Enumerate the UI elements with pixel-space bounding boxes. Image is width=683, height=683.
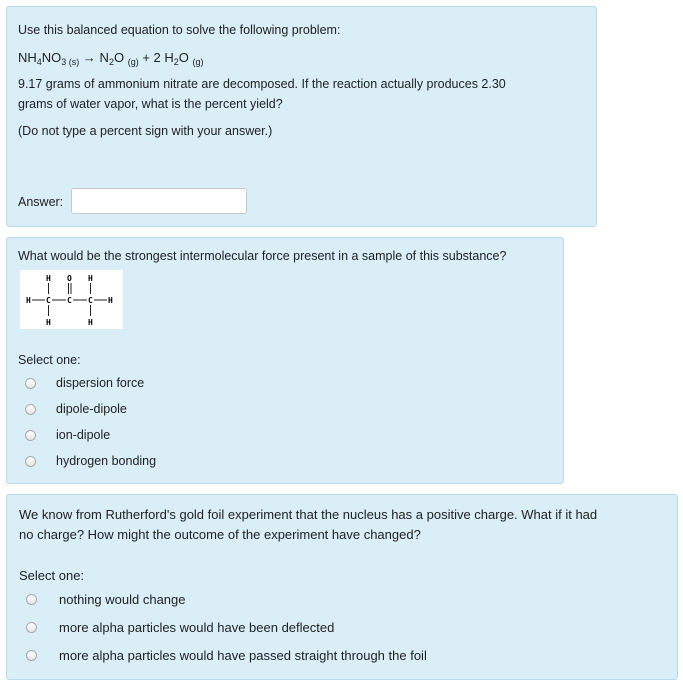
- q3-select-label: Select one:: [19, 568, 85, 583]
- option-label[interactable]: nothing would change: [59, 592, 186, 607]
- answer-label: Answer:: [18, 195, 64, 209]
- atom-label: H: [108, 296, 113, 305]
- reaction-arrow: →: [82, 50, 96, 65]
- atom-label: H: [88, 318, 93, 327]
- radio-dispersion-force[interactable]: [25, 378, 36, 389]
- atom-label: H: [26, 296, 31, 305]
- atom-label: C: [67, 296, 72, 305]
- option-label[interactable]: hydrogen bonding: [56, 454, 157, 468]
- eq-state: (g): [192, 57, 204, 67]
- radio-more-deflected[interactable]: [26, 622, 37, 633]
- eq-sub: 3 (s): [61, 57, 80, 67]
- question-2-box: [6, 237, 564, 484]
- q3-prompt-line-2: no charge? How might the outcome of the experiment have changed?: [19, 527, 421, 542]
- option-label[interactable]: more alpha particles would have been deflected: [59, 620, 335, 635]
- eq-plus-term: + 2 H: [142, 50, 174, 65]
- chemical-equation: [18, 50, 204, 67]
- eq-product-o: O: [178, 50, 189, 65]
- q1-intro: Use this balanced equation to solve the following problem:: [18, 23, 341, 37]
- atom-label: C: [88, 296, 93, 305]
- option-label[interactable]: more alpha particles would have passed straight through the foil: [59, 648, 427, 663]
- q3-prompt-line-1: We know from Rutherford's gold foil experiment that the nucleus has a positive charge. What if it had: [19, 507, 598, 522]
- q1-note: (Do not type a percent sign with your answer.): [18, 124, 273, 138]
- radio-hydrogen-bonding[interactable]: [25, 456, 36, 467]
- option-label[interactable]: ion-dipole: [56, 428, 111, 442]
- atom-label: O: [67, 274, 72, 283]
- atom-label: C: [46, 296, 51, 305]
- eq-reactant-mid: NO: [41, 50, 62, 65]
- molecule-structure-image: [20, 270, 123, 329]
- q1-problem-line-2: grams of water vapor, what is the percent yield?: [18, 97, 283, 111]
- question-1-box: [6, 6, 597, 227]
- q1-problem-line-1: 9.17 grams of ammonium nitrate are decomposed. If the reaction actually produces 2.30: [18, 77, 506, 91]
- atom-label: H: [46, 318, 51, 327]
- question-3-box: [6, 494, 678, 680]
- atom-label: H: [88, 274, 93, 283]
- radio-ion-dipole[interactable]: [25, 430, 36, 441]
- eq-sub: 2: [173, 57, 179, 67]
- eq-state: (g): [127, 57, 139, 67]
- option-label[interactable]: dispersion force: [56, 376, 145, 390]
- eq-reactant: NH: [18, 50, 37, 65]
- q2-select-label: Select one:: [18, 353, 81, 367]
- option-label[interactable]: dipole-dipole: [56, 402, 127, 416]
- eq-product-o: O: [113, 50, 125, 65]
- answer-input[interactable]: [71, 188, 247, 214]
- atom-label: H: [46, 274, 51, 283]
- eq-sub: 4: [36, 57, 42, 67]
- radio-nothing-would-change[interactable]: [26, 594, 37, 605]
- eq-product: N: [99, 50, 109, 65]
- eq-sub: 2: [108, 57, 114, 67]
- q2-prompt: What would be the strongest intermolecular force present in a sample of this substance?: [18, 249, 507, 263]
- radio-dipole-dipole[interactable]: [25, 404, 36, 415]
- radio-more-passed-through[interactable]: [26, 650, 37, 661]
